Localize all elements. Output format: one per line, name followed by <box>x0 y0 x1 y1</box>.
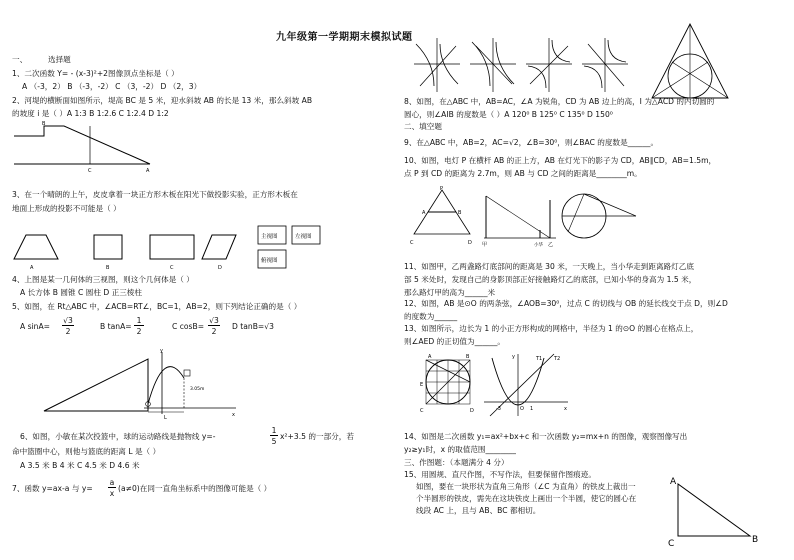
rectangle-shape <box>150 235 194 259</box>
question-7a: 7、函数 y=ax-a 与 y= <box>12 484 93 493</box>
option-b-label: B tanA= <box>100 322 132 331</box>
question-6-options: A 3.5 米 B 4 米 C 4.5 米 D 4.6 米 <box>20 461 140 470</box>
question-7b: (a≠0)在同一直角坐标系中的图像可能是（ ） <box>118 484 272 493</box>
question-15-line-1: 15、用圆规、直尺作图，不写作法，但要保留作图痕迹。 <box>404 470 596 479</box>
question-12-line-3: 的度数为______ <box>404 312 458 321</box>
figure-label: B <box>466 354 470 360</box>
figure-label: D <box>218 265 222 271</box>
figure-label: E <box>420 382 424 388</box>
question-10-line-1: 10、如图，电灯 P 在横杆 AB 的正上方，AB 在灯光下的影子为 CD，AB∥CD，AB=1.5m， <box>404 156 717 165</box>
figure-label: C <box>668 539 675 549</box>
figure-label: A <box>146 168 150 174</box>
triangle-incircle-figure <box>648 22 732 104</box>
option-a-numerator: √3 <box>63 316 73 325</box>
figure-label: A <box>428 354 432 360</box>
question-1-options: A （-3，2） B （-3，-2） C （3，-2） D （2，3） <box>22 82 202 91</box>
section-1-name: 选择题 <box>48 55 71 64</box>
graph-option-a <box>414 38 460 92</box>
question-7-numerator: a <box>109 478 115 487</box>
figure-label: L <box>164 415 167 421</box>
figure-label: C <box>410 240 414 246</box>
three-views-figure <box>256 224 336 272</box>
question-2-line-1: 2、河堤的横断面如图所示，堤高 BC 是 5 米，迎水斜坡 AB 的长是 13 米，那么斜坡 AB <box>12 96 313 105</box>
figure-label: O <box>520 406 524 412</box>
figure-label: B <box>458 210 462 216</box>
question-12-line-1: 12、如图，AB 是⊙O 的两条弦，∠AOB=30⁰，过点 C 的切线与 OB 的延长线交于点 D，则∠D <box>404 299 728 308</box>
embankment-figure <box>12 118 162 173</box>
question-11-line-2: 部 5 米处时，发现自己的身影顶部正好接触路灯乙的底部，已知小华的身高为 1.5 米， <box>404 275 697 284</box>
question-4-line-1: 4、上图是某一几何体的三视图，则这个几何体是（ ） <box>12 275 194 284</box>
figure-label: P <box>440 186 444 192</box>
option-c-numerator: √3 <box>209 316 219 325</box>
figure-label: B <box>42 121 46 127</box>
figure-label: B <box>106 265 110 271</box>
figure-label: A <box>30 265 34 271</box>
question-7-denominator: x <box>109 489 115 498</box>
parabola-line-figure <box>482 352 572 418</box>
question-15-line-3: 个半圆形的铁皮，需先在这块铁皮上画出一个半圆，使它的圆心在 <box>416 494 637 503</box>
section-2-title: 二、填空题 <box>404 122 442 131</box>
figure-label: 甲 <box>482 242 488 248</box>
square-shape <box>94 235 122 259</box>
question-14-line-1: 14、如图是二次函数 y₁=ax²+bx+c 和一次函数 y₂=mx+n 的图像，观察图像写出 <box>404 432 688 441</box>
figure-label: 3.05m <box>190 387 205 392</box>
figure-label: 乙 <box>548 242 554 248</box>
question-8-line-1: 8、如图，在△ABC 中，AB=AC，∠A 为锐角，CD 为 AB 边上的高，I 为△ACD 的内切圆的 <box>404 97 715 106</box>
question-6-line-2: 命中篮圈中心，则他与篮底的距离 L 是（ ） <box>12 447 161 456</box>
q15-triangle-figure <box>666 476 766 549</box>
figure-label: T2 <box>554 356 561 362</box>
figure-label: C <box>170 265 174 271</box>
option-c-denominator: 2 <box>211 327 217 336</box>
figure-label: x <box>232 412 235 418</box>
parallelogram-shape <box>202 235 236 259</box>
figure-label: B <box>752 535 759 545</box>
section-1-label: 一、 <box>12 55 28 64</box>
page-title: 九年级第一学期期末模拟试题 <box>276 32 413 43</box>
basketball-figure <box>140 348 240 420</box>
question-11-line-3: 那么路灯甲的高为______米 <box>404 288 496 297</box>
figure-label: D <box>468 240 472 246</box>
question-15-line-2: 如图，要在一块形状为直角三角形（∠C 为直角）的铁皮上裁出一 <box>416 482 636 491</box>
figure-label: y <box>512 354 515 360</box>
trapezoid-shape <box>14 235 58 259</box>
question-13-line-2: 则∠AED 的正切值为______。 <box>404 337 505 346</box>
question-10-line-2: 点 P 到 CD 的距离为 2.7m，则 AB 与 CD 之间的距离是________m。 <box>404 169 642 178</box>
lamp-shadow-figure <box>404 186 484 248</box>
question-13-line-1: 13、如图所示，边长为 1 的小正方形构成的网格中，半径为 1 的⊙O 的圆心在格点上， <box>404 324 699 333</box>
street-lamp-figure <box>480 192 560 248</box>
option-a-denominator: 2 <box>65 327 71 336</box>
section-3-title: 三、作图题：（本题满分 4 分） <box>404 458 509 467</box>
figure-label: T1 <box>536 356 543 362</box>
graph-option-c <box>526 38 572 92</box>
figure-label: 俯视图 <box>261 258 278 264</box>
question-14-line-2: y₂≥y₁时，x 的取值范围________ <box>404 445 516 454</box>
question-1: 1、二次函数 Y= - (x-3)²+2图像顶点坐标是（ ） <box>12 69 179 78</box>
question-6-fraction-numerator: 1 <box>271 426 277 435</box>
figure-label: 小华 <box>534 243 543 248</box>
figure-label: 1 <box>530 406 534 412</box>
question-6-line-1a: 6、如图，小敏在某次投篮中，球的运动路线是抛物线 y=- <box>20 432 216 441</box>
option-b-numerator: 1 <box>134 316 144 326</box>
graph-option-d <box>582 38 628 92</box>
graph-option-b <box>470 38 516 92</box>
figure-label: 主视图 <box>261 234 278 240</box>
question-15-line-4: 线段 AC 上，且与 AB、BC 都相切。 <box>416 506 541 515</box>
question-6-line-1b: x²+3.5 的一部分，若 <box>280 432 354 441</box>
figure-label: C <box>420 408 424 414</box>
figure-label: -3 <box>496 406 501 412</box>
question-3-line-1: 3、在一个晴朗的上午，皮皮拿着一块正方形木板在阳光下做投影实验，正方形木板在 <box>12 190 298 199</box>
question-8-line-2: 圆心，则∠AIB 的度数是（ ）A 120⁰ B 125⁰ C 135⁰ D 150⁰ <box>404 110 613 119</box>
figure-label: C <box>88 168 92 174</box>
option-a-label: A sinA= <box>20 322 51 331</box>
question-5: 5、如图，在 Rt△ABC 中，∠ACB=RT∠，BC=1，AB=2，则下列结论正确的是（ ） <box>12 302 302 311</box>
grid-circle-figure <box>418 352 478 416</box>
question-4-line-2: A 长方体 B 圆锥 C 圆柱 D 正三棱柱 <box>20 288 142 297</box>
question-3-line-2: 地面上形成的投影不可能是（ ） <box>12 204 121 213</box>
question-11-line-1: 11、如图甲，乙两盏路灯底部间的距离是 30 米，一天晚上，当小华走到距离路灯乙底 <box>404 262 694 271</box>
question-2-line-2: 的坡度 i 是（ ）A 1:3 B 1:2.6 C 1:2.4 D 1:2 <box>12 109 169 118</box>
figure-label: y <box>160 348 163 354</box>
figure-label: x <box>564 406 567 412</box>
option-d-label: D tanB=√3 <box>232 322 274 331</box>
circle-tangent-figure <box>560 188 640 248</box>
option-c-label: C cosB= <box>172 322 205 331</box>
question-6-fraction-denominator: 5 <box>271 437 277 446</box>
figure-label: D <box>470 408 474 414</box>
question-9: 9、在△ABC 中，AB=2，AC=√2，∠B=30⁰，则∠BAC 的度数是______。 <box>404 138 659 147</box>
figure-label: A <box>670 477 677 487</box>
figure-label: 左视图 <box>295 234 312 240</box>
function-graph-options <box>412 34 632 96</box>
figure-label: A <box>422 210 426 216</box>
option-b-denominator: 2 <box>136 327 142 336</box>
